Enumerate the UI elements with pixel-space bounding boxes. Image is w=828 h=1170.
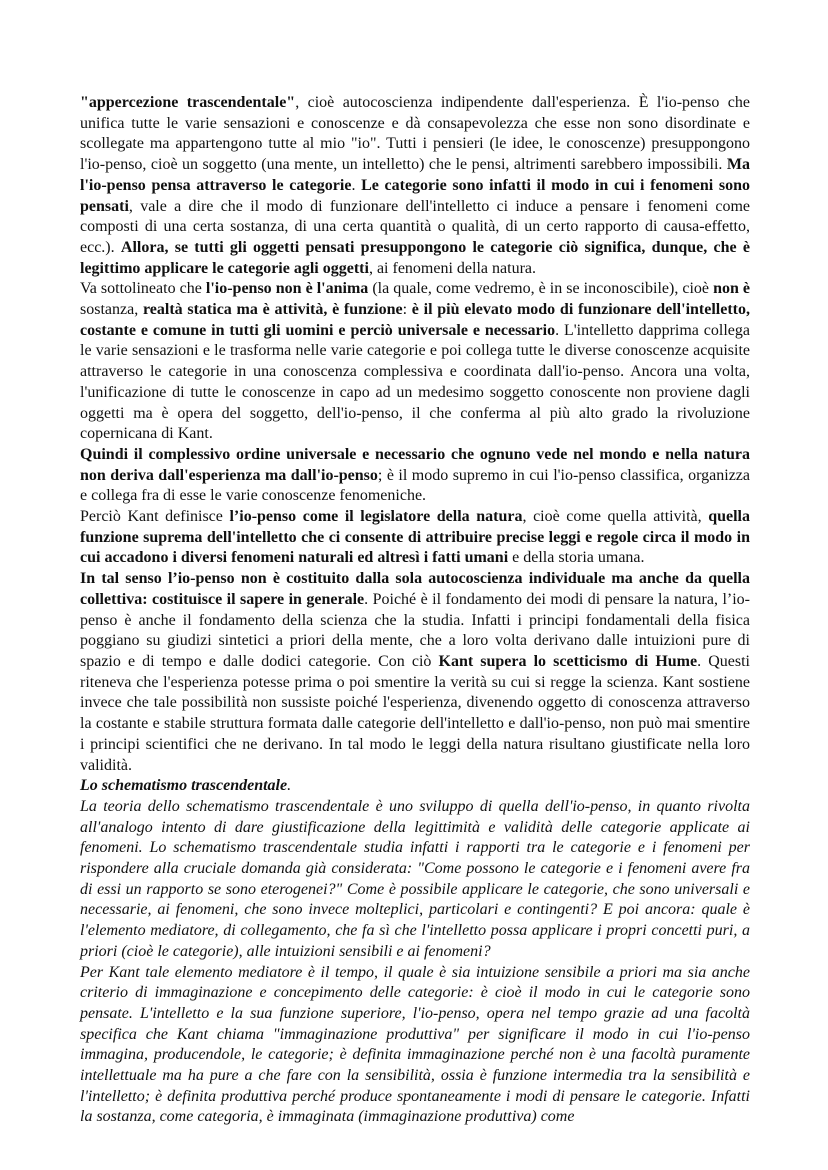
text-run: , ai fenomeni della natura. bbox=[368, 259, 536, 277]
paragraph-tempo-mediatore bbox=[80, 963, 750, 1129]
paragraph-io-penso-appercezione bbox=[80, 93, 750, 279]
paragraph-sapere-generale bbox=[80, 569, 750, 776]
bold-text-run: Kant supera lo scetticismo di Hume bbox=[438, 652, 698, 670]
paragraph-legislatore-natura bbox=[80, 507, 750, 569]
bold-text-run: non è bbox=[713, 280, 751, 298]
paragraph-io-penso-non-anima bbox=[80, 279, 750, 445]
bold-text-run: In tal senso l’io-penso non è costituito dalla sola autocoscienza individuale ma anche da quella collettiva: costituisce il sapere in generale bbox=[80, 570, 750, 608]
bold-text-run: l'io-penso non è l'anima bbox=[205, 280, 369, 298]
bold-text-run: realtà statica ma è attività, è funzione bbox=[142, 301, 403, 319]
bold-text-run: l’io-penso come il legislatore della natura bbox=[229, 508, 523, 526]
text-run: sostanza, bbox=[80, 301, 143, 319]
document-page bbox=[80, 93, 750, 1128]
italic-text-run: . bbox=[287, 777, 292, 795]
text-run: , cioè autocoscienza indipendente dall'esperienza. È l'io-penso che unifica tutte le varie sensazioni e conoscenze e dà consapevolezza che esse non sono disordinate e scollegate ma appartengono tutte al mio "io". Tutti i pensieri (le idee, le conoscenze) presuppongono l'io-penso, cioè un soggetto (una mente, un intelletto) che le pensi, altrimenti sarebbero impossibili. bbox=[80, 94, 750, 174]
bold-text-run: è il più elevato modo di funzionare dell'intelletto, costante e comune in tutti gli uomini e perciò universale e necessario bbox=[80, 301, 750, 339]
paragraph-ordine-universale bbox=[80, 445, 750, 507]
bold-text-run: Le categorie sono infatti il modo in cui i fenomeni sono pensati bbox=[80, 176, 751, 215]
bold-text-run: Lo schematismo trascendentale bbox=[80, 777, 288, 795]
italic-text-run: Per Kant tale elemento mediatore è il tempo, il quale è sia intuizione sensibile a priori ma sia anche criterio di immaginazione e concepimento delle categorie: è cioè il modo in cui le categorie sono pensate. L'intelletto e la sua funzione superiore, l'io-penso, opera nel tempo grazie ad una facoltà specifica che Kant chiama "immaginazione produttiva" per significare il modo in cui l'io-penso immagina, producendole, le categorie; è definita immaginazione perché non è una facoltà puramente intellettuale ma ha pure a che fare con la sensibilità, ossia è funzione intermedia tra la sensibilità e l'intelletto; è definita produttiva perché produce spontaneamente i modi di pensare le categorie. Infatti la sostanza, come categoria, è immaginata (immaginazione produttiva) come bbox=[80, 963, 750, 1126]
text-run: Perciò Kant definisce bbox=[80, 508, 230, 526]
paragraph-schematismo-intro bbox=[80, 797, 750, 963]
text-run: (la quale, come vedremo, è in se inconoscibile), cioè bbox=[368, 280, 714, 298]
bold-text-run: Quindi il complessivo ordine universale e necessario che ognuno vede nel mondo e nella natura non deriva dall'esperienza ma dall'io-penso bbox=[80, 445, 750, 484]
text-run: , vale a dire che il modo di funzionare dell'intelletto ci induce a pensare i fenomeni come composti di una certa sostanza, di una certa quantità o qualità, di un certo rapporto di causa-effetto, ecc.). bbox=[80, 197, 750, 256]
text-run: . bbox=[351, 176, 362, 194]
text-run: e della storia umana. bbox=[508, 549, 645, 567]
bold-text-run: Allora, se tutti gli oggetti pensati presuppongono le categorie ciò significa, dunque, che è legittimo applicare le categorie agli oggetti bbox=[80, 238, 751, 277]
text-run: . L'intelletto dapprima collega le varie sensazioni e le trasforma nelle varie categorie e poi collega tutte le diverse conoscenze acquisite attraverso le categorie in una conoscenza complessiva e coordinata dall'io-penso. Ancora una volta, l'unificazione di tutte le conoscenze in capo ad un medesimo soggetto conoscente non proviene dagli oggetti ma è opera del soggetto, dell'io-penso, il che conferma al più alto grado la rivoluzione copernicana di Kant. bbox=[80, 321, 750, 443]
section-heading-schematismo bbox=[80, 776, 750, 797]
italic-text-run: La teoria dello schematismo trascendentale è uno sviluppo di quella dell'io-penso, in quanto rivolta all'analogo intento di dare giustificazione della legittimità e validità delle categorie applicate ai fenomeni. Lo schematismo trascendentale studia infatti i rapporti tra le categorie e i fenomeni per rispondere alla cruciale domanda già considerata: "Come possono le categorie e i fenomeni avere fra di essi un rapporto se sono eterogenei?" Come è possibile applicare le categorie, che sono universali e necessarie, ai fenomeni, che sono invece molteplici, particolari e contingenti? E poi ancora: quale è l'elemento mediatore, di collegamento, che fa sì che l'intelletto possa applicare i propri concetti puri, a priori (cioè le categorie), alle intuizioni sensibili e ai fenomeni? bbox=[80, 797, 750, 960]
bold-text-run: "appercezione trascendentale" bbox=[80, 94, 296, 111]
text-run: . Questi riteneva che l'esperienza potesse prima o poi smentire la verità su cui si regge la scienza. Kant sostiene invece che tale possibilità non sussiste poiché l'esperienza, divenendo oggetto di conoscenza attraverso la costante e stabile struttura formata dalle categorie dell'intelletto e dall'io-penso, non può mai smentire i principi scientifici che ne derivano. In tal modo le leggi della natura risultano giustificate nella loro validità. bbox=[80, 652, 751, 774]
text-run: Va sottolineato che bbox=[80, 280, 206, 298]
text-run: : bbox=[402, 301, 412, 319]
text-run: . Poiché è il fondamento dei modi di pensare la natura, l’io-penso è anche il fondamento della scienza che la studia. Infatti i principi fondamentali della fisica poggiano su giudizi sintetici a priori della mente, che a loro volta derivano dalle intuizioni pure di spazio e di tempo e dalle dodici categorie. Con ciò bbox=[80, 590, 750, 670]
text-run: ; è il modo supremo in cui l'io-penso classifica, organizza e collega fra di esse le varie conoscenze fenomeniche. bbox=[80, 466, 751, 505]
bold-text-run: quella funzione suprema dell'intelletto che ci consente di attribuire precise leggi e regole circa il modo in cui accadono i diversi fenomeni naturali ed altresì i fatti umani bbox=[80, 508, 750, 567]
bold-text-run: Ma l'io-penso pensa attraverso le categorie bbox=[80, 156, 750, 194]
text-run: , cioè come quella attività, bbox=[522, 508, 709, 526]
